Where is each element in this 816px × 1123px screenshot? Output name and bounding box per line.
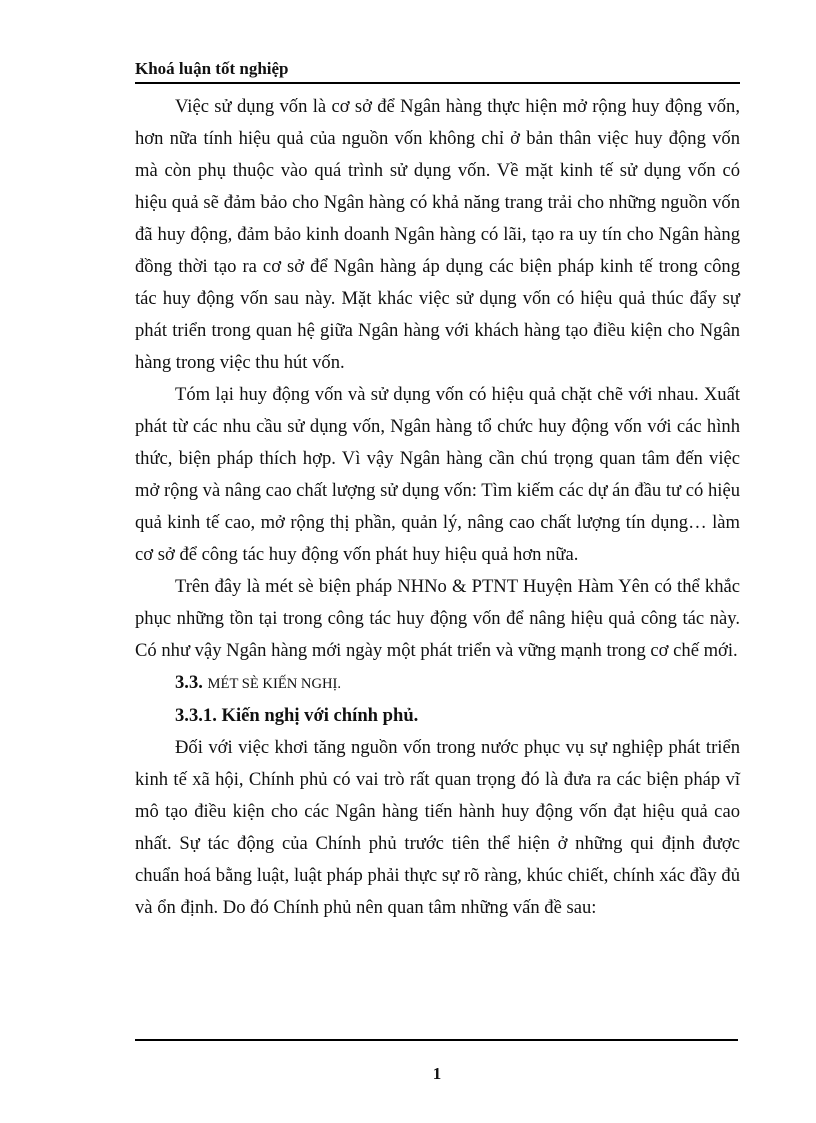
subsection-heading: 3.3.1. Kiến nghị với chính phủ. (175, 705, 419, 726)
paragraph-capital-usage: Việc sử dụng vốn là cơ sở để Ngân hàng thực hiện mở rộng huy động vốn, hơn nữa tính hiệu quả của nguồn vốn không chỉ ở bản thân việc huy động vốn mà còn phụ thuộc vào quá trình sử dụng vốn. Về mặt kinh tế sử dụng vốn có hiệu quả sẽ đảm bảo cho Ngân hàng có khả năng trang trải cho những nguồn vốn đã huy động, đảm bảo kinh doanh Ngân hàng có lãi, tạo ra uy tín cho Ngân hàng đồng thời tạo ra cơ sở để Ngân hàng áp dụng các biện pháp kinh tế trong công tác huy động vốn sau này. Mặt khác việc sử dụng vốn có hiệu quả thúc đẩy sự phát triển trong quan hệ giữa Ngân hàng với khách hàng tạo điều kiện cho Ngân hàng trong việc thu hút vốn. (135, 96, 740, 373)
section-heading (135, 667, 740, 700)
paragraph-government: Đối với việc khơi tăng nguồn vốn trong nước phục vụ sự nghiệp phát triển kinh tế xã hội, Chính phủ có vai trò rất quan trọng đó là đưa ra các biện pháp vĩ mô tạo điều kiện cho các Ngân hàng tiến hành huy động vốn đạt hiệu quả cao nhất. Sự tác động của Chính phủ trước tiên thể hiện ở những qui định được chuẩn hoá bằng luật, luật pháp phải thực sự rõ ràng, khúc chiết, chính xác đầy đủ và ổn định. Do đó Chính phủ nên quan tâm những vấn đề sau: (135, 737, 740, 918)
document-body (135, 91, 740, 924)
page-header-title: Khoá luận tốt nghiệp (135, 58, 740, 84)
section-title: MÉT SÈ KIẾN NGHỊ. (207, 676, 342, 692)
page-number: 1 (432, 1064, 442, 1083)
section-number: 3.3. (175, 672, 203, 693)
footer-divider (135, 1039, 738, 1041)
paragraph-measures: Trên đây là mét sè biện pháp NHNo & PTNT Huyện Hàm Yên có thể khắc phục những tồn tại trong công tác huy động vốn để nâng hiệu quả công tác này. Có như vậy Ngân hàng mới ngày một phát triển và vững mạnh trong cơ chế mới. (135, 576, 740, 661)
paragraph-summary: Tóm lại huy động vốn và sử dụng vốn có hiệu quả chặt chẽ với nhau. Xuất phát từ các nhu cầu sử dụng vốn, Ngân hàng tổ chức huy động vốn với các hình thức, biện pháp thích hợp. Vì vậy Ngân hàng cần chú trọng quan tâm đến việc mở rộng và nâng cao chất lượng sử dụng vốn: Tìm kiếm các dự án đầu tư có hiệu quả kinh tế cao, mở rộng thị phần, quản lý, nâng cao chất lượng tín dụng… làm cơ sở để công tác huy động vốn phát huy hiệu quả hơn nữa. (135, 384, 740, 565)
